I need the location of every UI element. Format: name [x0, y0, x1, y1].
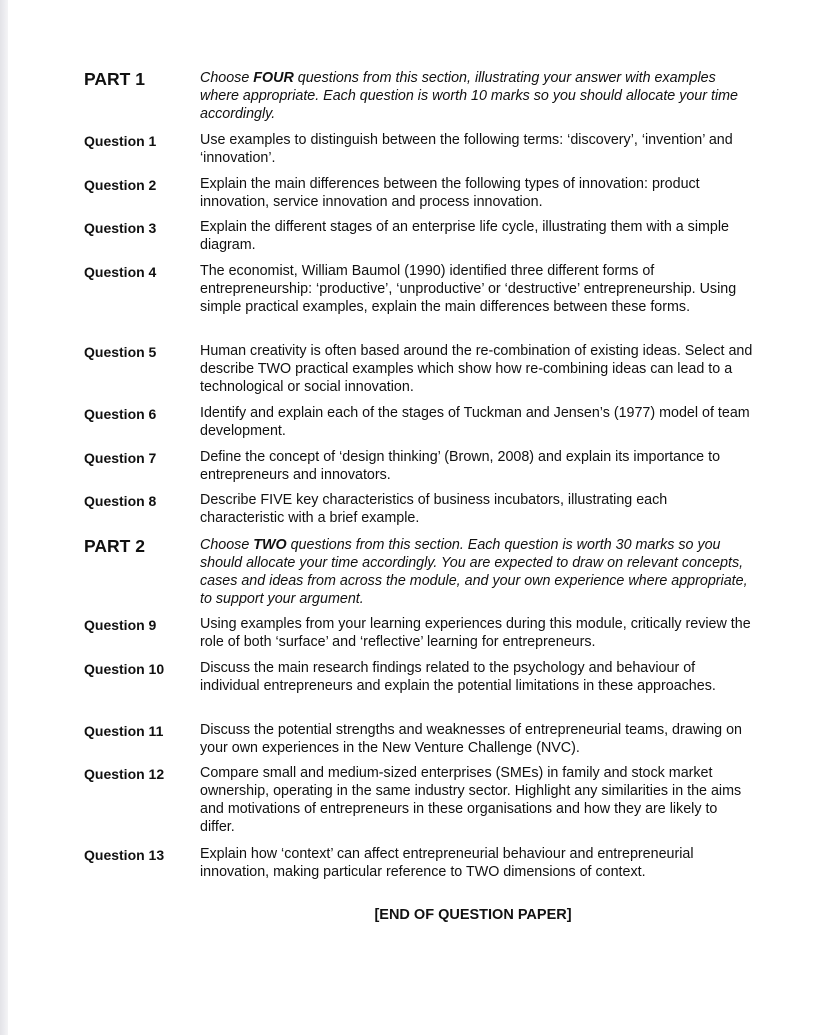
question-3-label: Question 3	[84, 220, 157, 236]
question-1-label: Question 1	[84, 133, 157, 149]
question-2-label: Question 2	[84, 177, 157, 193]
part1-intro-pre: Choose	[200, 70, 254, 86]
question-8-text: Describe FIVE key characteristics of business incubators, illustrating each characteristic with a brief example.	[200, 492, 668, 526]
question-7-text: Define the concept of ‘design thinking’ (Brown, 2008) and explain its importance to entrepreneurs and innovators.	[200, 449, 721, 483]
question-1-text: Use examples to distinguish between the following terms: ‘discovery’, ‘invention’ and ‘innovation’.	[200, 132, 733, 166]
question-4-label: Question 4	[84, 264, 157, 280]
question-6-label: Question 6	[84, 406, 157, 422]
question-11-text: Discuss the potential strengths and weaknesses of entrepreneurial teams, drawing on your own experiences in the New Venture Challenge (NVC).	[200, 722, 742, 756]
question-10-label: Question 10	[84, 661, 165, 677]
question-3-text: Explain the different stages of an enterprise life cycle, illustrating them with a simple diagram.	[200, 219, 729, 253]
question-12-label: Question 12	[84, 766, 165, 782]
question-8-label: Question 8	[84, 493, 157, 509]
part1-instructions	[200, 70, 755, 124]
question-6-text: Identify and explain each of the stages of Tuckman and Jensen’s (1977) model of team development.	[200, 405, 750, 439]
question-5-label: Question 5	[84, 344, 157, 360]
question-13-text: Explain how ‘context’ can affect entrepreneurial behaviour and entrepreneurial innovation, making particular reference to TWO dimensions of context.	[200, 846, 694, 880]
part2-instructions	[200, 537, 755, 609]
end-of-paper-marker: [END OF QUESTION PAPER]	[374, 907, 572, 923]
question-2-text: Explain the main differences between the following types of innovation: product innovation, service innovation and process innovation.	[200, 176, 700, 210]
part1-heading: PART 1	[84, 69, 145, 89]
question-10-text: Discuss the main research findings related to the psychology and behaviour of individual entrepreneurs and explain the potential limitations in these approaches.	[200, 660, 716, 694]
question-9-label: Question 9	[84, 617, 157, 633]
question-9-text: Using examples from your learning experiences during this module, critically review the role of both ‘surface’ and ‘reflective’ learning for entrepreneurs.	[200, 616, 751, 650]
question-13-label: Question 13	[84, 847, 165, 863]
question-7-label: Question 7	[84, 450, 157, 466]
question-5-text: Human creativity is often based around the re-combination of existing ideas. Select and describe TWO practical examples which show how re-combining ideas can lead to a technological or social innovation.	[200, 343, 753, 395]
part2-intro-pre: Choose	[200, 537, 254, 553]
question-11-label: Question 11	[84, 723, 164, 739]
question-12-text: Compare small and medium-sized enterprises (SMEs) in family and stock market ownership, operating in the same industry sector. Highlight any similarities in the aims and motivations of entrepreneurs in these organisations and how they are likely to differ.	[200, 765, 742, 835]
part2-heading: PART 2	[84, 536, 145, 556]
part2-intro-bold: TWO	[253, 537, 287, 553]
part1-intro-post: questions from this section, illustrating your answer with examples where appropriate. Each question is worth 10 marks so you should allocate your time accordingly.	[200, 70, 739, 122]
question-4-text: The economist, William Baumol (1990) identified three different forms of entrepreneurship: ‘productive’, ‘unproductive’ or ‘destructive’ entrepreneurship. Using simple practical examples, explain the main differences between these forms.	[200, 263, 737, 315]
part1-intro-bold: FOUR	[253, 70, 294, 86]
part2-intro-post: questions from this section. Each question is worth 30 marks so you should allocate your time accordingly. You are expected to draw on relevant concepts, cases and ideas from across the module, and your own experience where appropriate, to support your argument.	[200, 537, 748, 607]
